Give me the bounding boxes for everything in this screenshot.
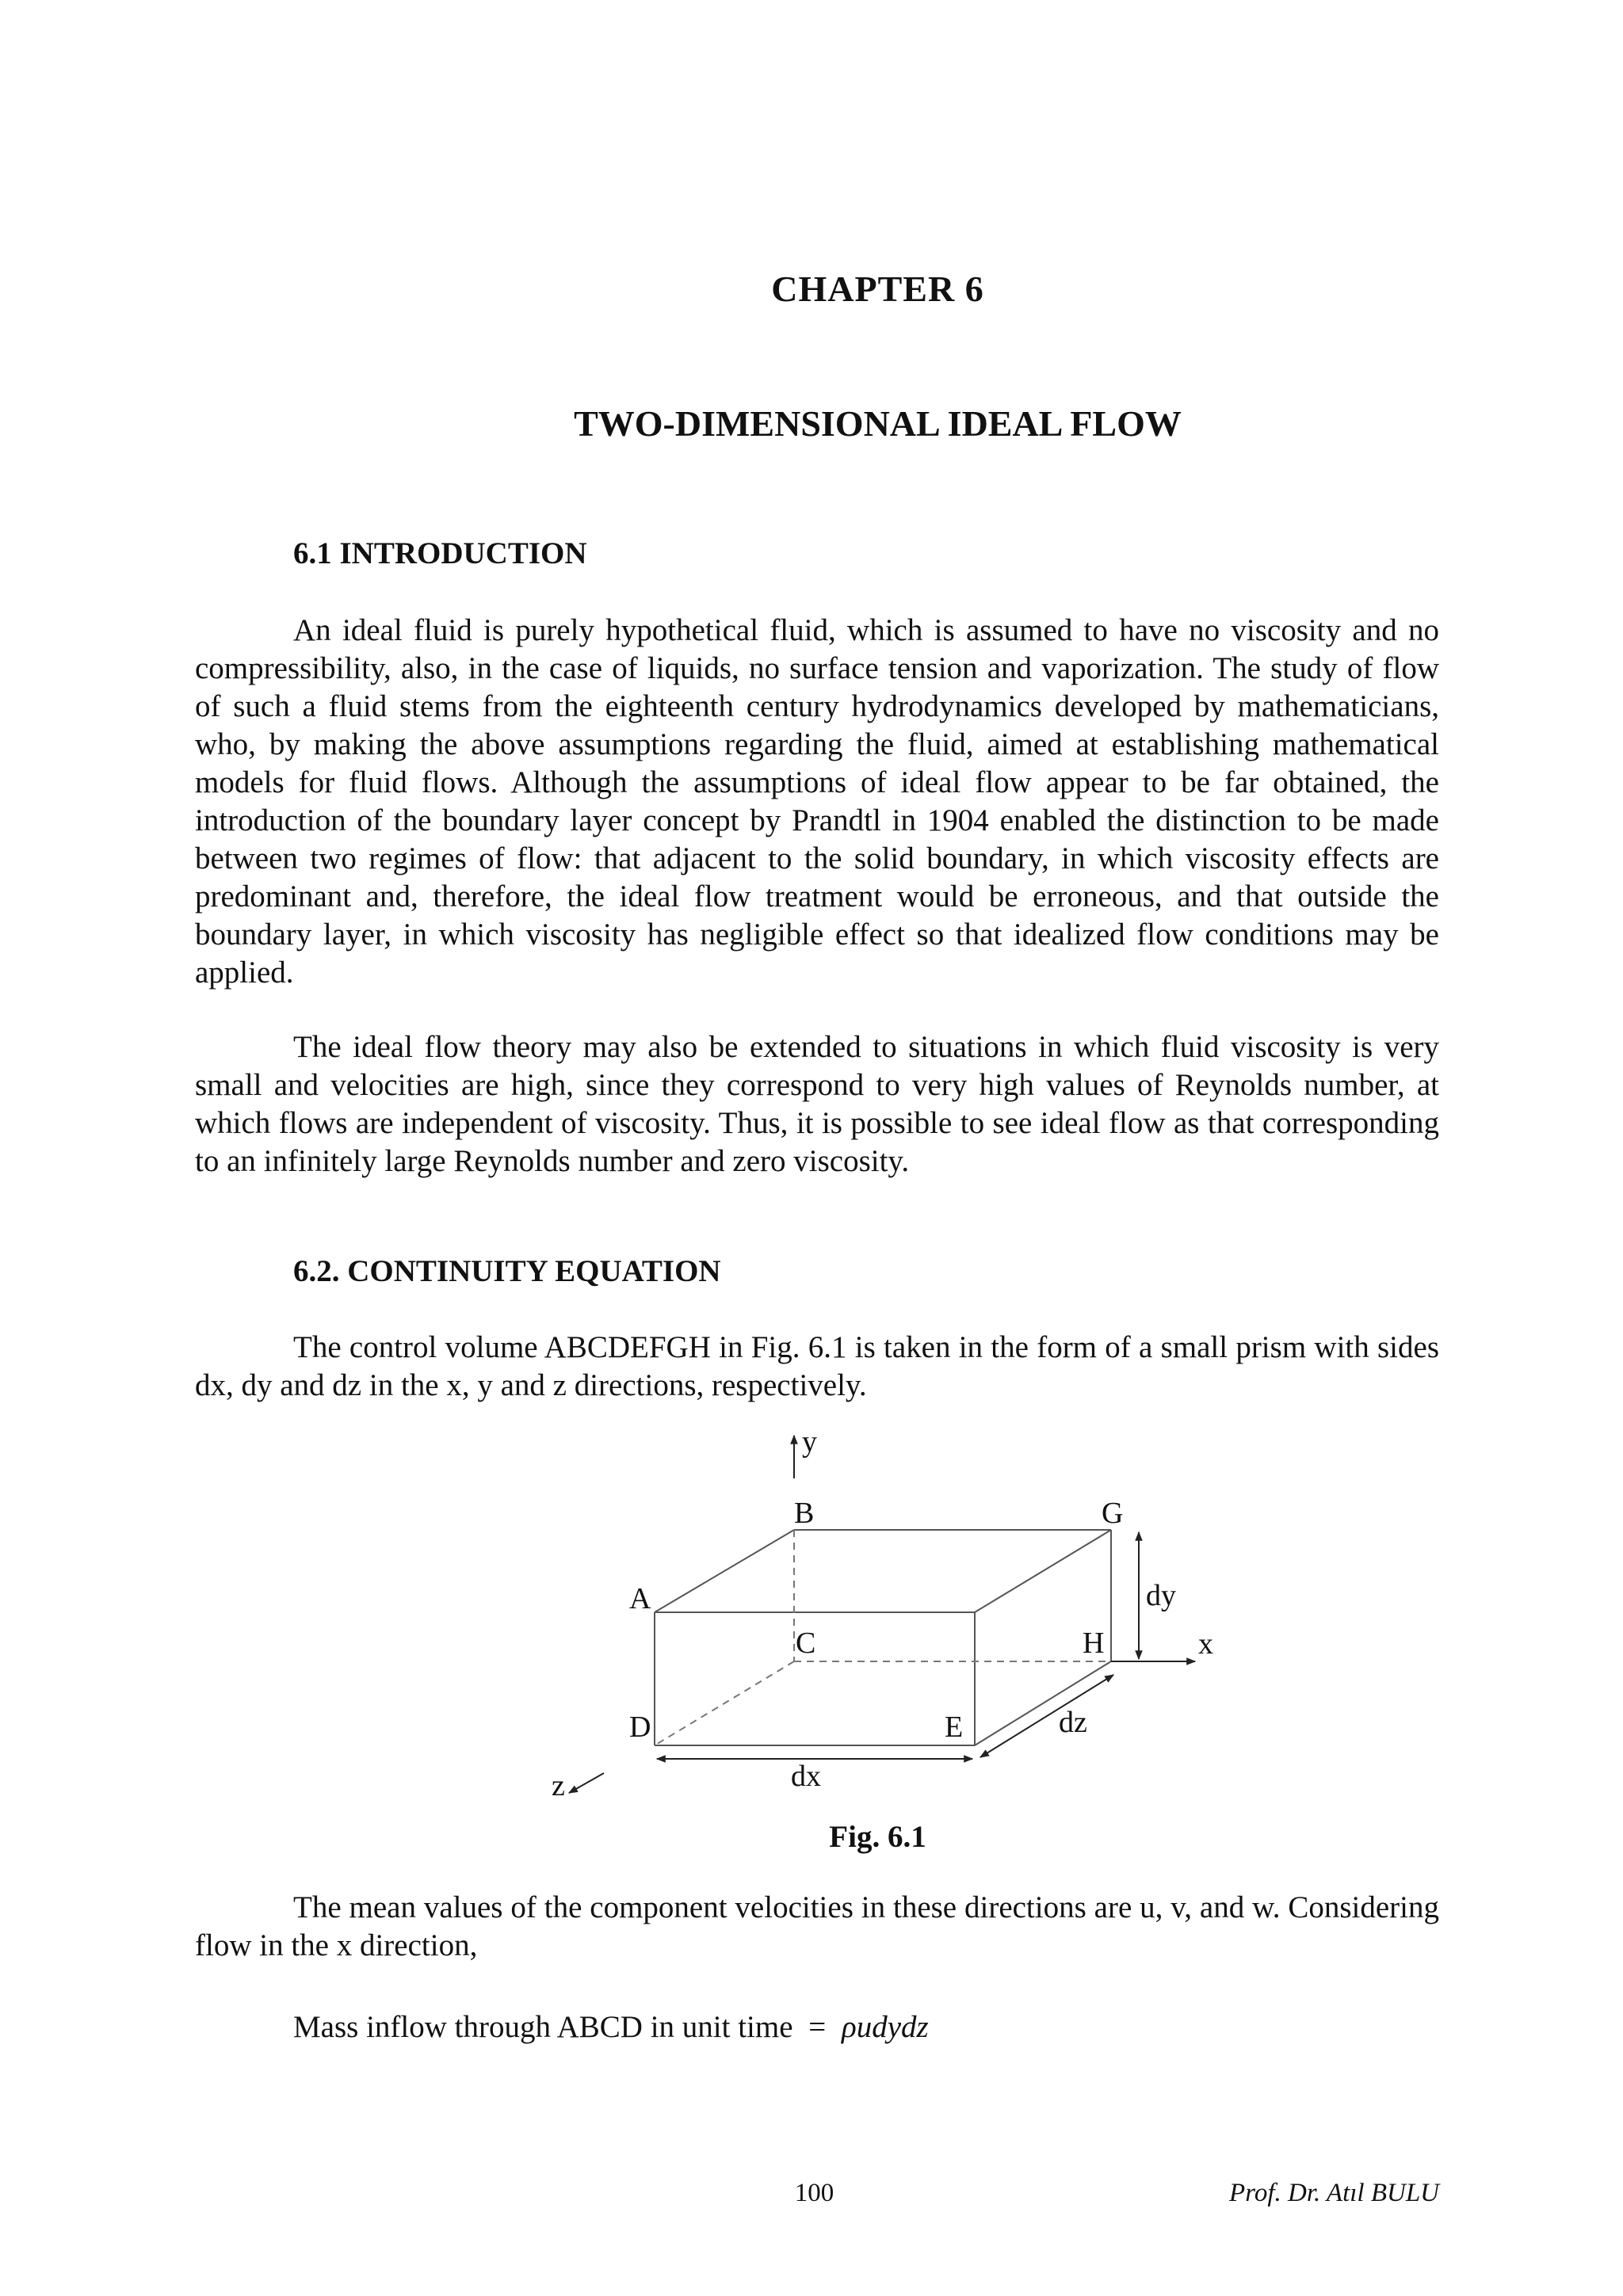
edge-eh: [975, 1661, 1111, 1745]
paragraph-continuity-2: The mean values of the component velocities in these directions are u, v, and w. Considering flow in the x direction,: [195, 1890, 1439, 1962]
equation-lhs: Mass inflow through ABCD in unit time: [293, 2010, 793, 2044]
label-dx: dx: [791, 1760, 821, 1793]
section-heading-continuity: 6.2. CONTINUITY EQUATION: [293, 1254, 721, 1288]
dz-dimension-arrow: [980, 1675, 1113, 1757]
chapter-number: CHAPTER 6: [771, 269, 984, 309]
label-h: H: [1083, 1627, 1105, 1660]
mass-inflow-equation: [293, 2009, 929, 2045]
label-d: D: [629, 1711, 651, 1744]
label-b: B: [794, 1497, 815, 1530]
page-number: 100: [794, 2179, 834, 2207]
z-axis-arrow: [569, 1773, 604, 1793]
edge-cd-hidden: [655, 1661, 794, 1745]
label-a: A: [629, 1582, 651, 1615]
chapter-title: TWO-DIMENSIONAL IDEAL FLOW: [574, 403, 1182, 444]
section-heading-introduction: 6.1 INTRODUCTION: [293, 536, 587, 570]
label-z: z: [552, 1769, 565, 1802]
label-e: E: [945, 1711, 964, 1744]
equation-operator: =: [808, 2010, 827, 2044]
author-name: Prof. Dr. Atıl BULU: [1229, 2179, 1439, 2207]
equation-rhs: ρudydz: [842, 2010, 929, 2044]
paragraph-intro-1: An ideal fluid is purely hypothetical fluid, which is assumed to have no viscosity and no compressibility, also, in the case of liquids, no surface tension and vaporization. The study of flow of such a fluid stems from the eighteenth century hydrodynamics developed by mathematicians, who, by making the above assumptions regarding the fluid, aimed at establishing mathematical models for fluid flows. Although the assumptions of ideal flow appear to be far obtained, the introduction of the boundary layer concept by Prandtl in 1904 enabled the distinction to be made between two regimes of flow: that adjacent to the solid boundary, in which viscosity effects are predominant and, therefore, the ideal flow treatment would be erroneous, and that outside the boundary layer, in which viscosity has negligible effect so that idealized flow conditions may be applied.: [195, 613, 1439, 990]
label-dy: dy: [1146, 1579, 1176, 1612]
label-y: y: [802, 1425, 817, 1459]
paragraph-continuity-1: The control volume ABCDEFGH in Fig. 6.1 is taken in the form of a small prism with sides dx, dy and dz in the x, y and z directions, respectively.: [195, 1330, 1439, 1402]
label-dz: dz: [1059, 1706, 1087, 1739]
label-x: x: [1198, 1627, 1213, 1661]
paragraph-intro-2: The ideal flow theory may also be extended to situations in which fluid viscosity is very small and velocities are high, since they correspond to very high values of Reynolds number, at which flows are independent of viscosity. Thus, it is possible to see ideal flow as that corresponding to an infinitely large Reynolds number and zero viscosity.: [195, 1030, 1439, 1178]
label-g: G: [1102, 1497, 1124, 1530]
label-c: C: [796, 1627, 816, 1660]
control-volume-figure: [539, 1422, 1252, 1802]
edge-front-top-g: [975, 1530, 1111, 1612]
figure-caption: Fig. 6.1: [829, 1820, 926, 1854]
edge-ab: [655, 1530, 794, 1612]
